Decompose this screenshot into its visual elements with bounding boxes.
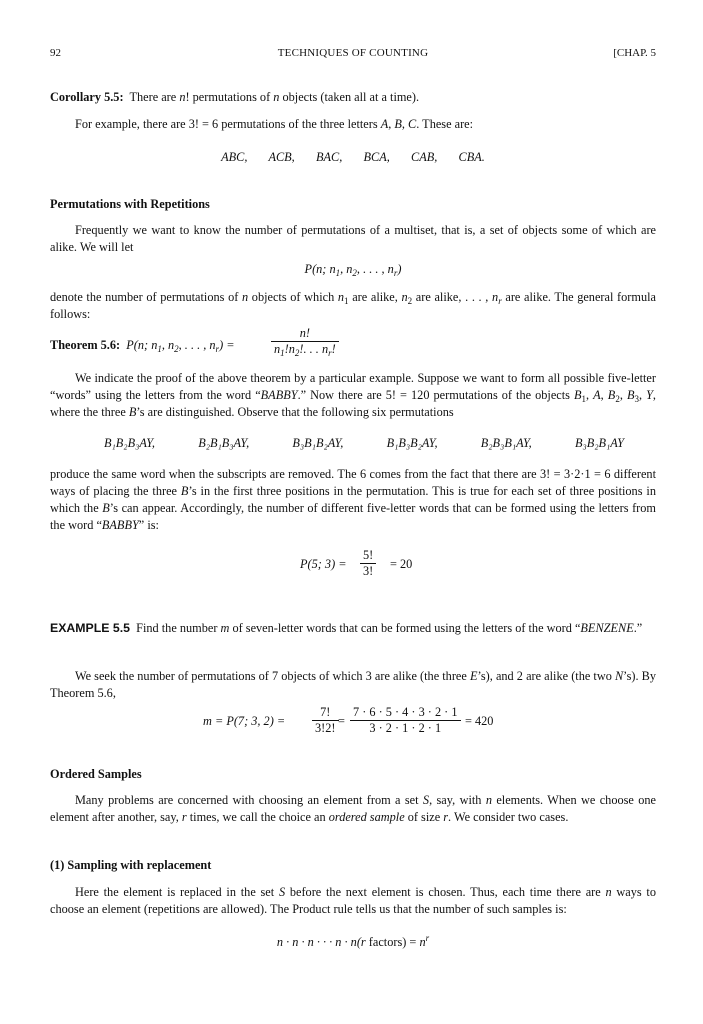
- section-heading-ordered-samples: [50, 766, 656, 783]
- paragraph-text: ’s can appear. Accordingly, the number of different five-letter words that can be formed using the letters from the word “: [50, 501, 656, 532]
- proof-paragraph-1: We indicate the proof of the above theorem by a particular example. Suppose we want to form all possible five-letter “words” using the letters from the word “BABBY.” Now there are 5! = 120 permutations of the objects $B_1$, A, $B_2$, $B_3$, Y, where the three B’s are distinguished. Observe that the following six permutations: [50, 371, 656, 419]
- math-sub: r: [328, 348, 332, 358]
- math: B: [102, 501, 110, 515]
- math: factors) =: [365, 935, 420, 949]
- example-5-5-question: [50, 620, 656, 637]
- math-sub: r: [215, 344, 220, 354]
- math: ) =: [219, 338, 235, 352]
- perm-rep-paragraph-1: [50, 222, 656, 256]
- word: BENZENE: [580, 621, 634, 635]
- product-rule-formula: [50, 934, 656, 951]
- letters: A, B, C: [380, 117, 417, 131]
- math: n: [241, 290, 249, 304]
- paragraph-text: ’s). By Theorem 5.6,: [50, 669, 657, 700]
- math: n · n · n · · · n · n(: [276, 935, 361, 949]
- word: BABBY: [101, 518, 139, 532]
- math: P(n; n: [126, 338, 158, 352]
- math-sub: 2: [174, 344, 179, 354]
- permutation-list: ABC, ACB, BAC, BCA, CAB, CBA.: [221, 150, 485, 164]
- permutation-item: B₃B₂B₁AY: [574, 436, 624, 450]
- math: n: [401, 290, 408, 304]
- term: ordered sample: [328, 810, 405, 824]
- math: n: [337, 290, 345, 304]
- paragraph-text: Many problems are concerned with choosing an element from a set: [75, 793, 423, 807]
- intro-text: For example, there are 3! = 6 permutations of the three letters: [75, 117, 381, 131]
- math: n: [605, 885, 612, 899]
- math-sub: 2: [407, 296, 413, 306]
- math: r: [360, 935, 366, 949]
- math: = 20: [390, 557, 413, 571]
- math: n: [485, 793, 492, 807]
- math: r: [443, 810, 449, 824]
- fraction-denominator: 3!: [363, 564, 374, 578]
- ordered-samples-paragraph: [50, 792, 656, 826]
- math: B: [180, 484, 189, 498]
- paragraph-text: We seek the number of permutations of 7 objects of which 3 are alike (the three: [75, 669, 470, 683]
- math: m: [220, 621, 230, 635]
- fraction-denominator: 3 · 2 · 1 · 2 · 1: [369, 721, 442, 735]
- math-sub: 1: [335, 268, 341, 278]
- math: n: [274, 342, 281, 356]
- math: S: [278, 885, 286, 899]
- math: B: [128, 405, 137, 419]
- paragraph-text: times, we call the choice an: [186, 810, 329, 824]
- paragraph-text: .” Now there are 5! = 120 permutations of the objects: [297, 388, 575, 402]
- math: ): [397, 262, 402, 276]
- paragraph-text: are alike, . . . ,: [412, 290, 493, 304]
- math: n: [492, 290, 499, 304]
- fraction-numerator: 7!: [312, 705, 339, 721]
- babby-formula: [50, 548, 656, 584]
- math: !: [331, 342, 336, 356]
- permutation-item: B₁B₂B₃AY,: [104, 436, 155, 450]
- fraction-numerator: 7 · 6 · 5 · 4 · 3 · 2 · 1: [350, 705, 461, 721]
- paragraph-text: are alike,: [348, 290, 402, 304]
- paragraph-text: are alike. The general formula follows:: [50, 290, 656, 321]
- section-heading-permutations-repetitions: [50, 196, 656, 213]
- theorem-5-6: [50, 326, 656, 366]
- paragraph-text: denote the number of permutations of: [50, 290, 242, 304]
- paragraph-text: before the next element is chosen. Thus, each time there are: [285, 885, 606, 899]
- math: !n: [284, 342, 295, 356]
- section-heading-sampling-replacement: [50, 857, 656, 874]
- word: BABBY: [260, 388, 298, 402]
- paragraph-text: We indicate the proof of the above theorem by a particular example. Suppose we want to form all possible five-letter “words” using the letters from the word “: [50, 371, 656, 402]
- math: P(5; 3) =: [300, 557, 347, 571]
- running-title: TECHNIQUES OF COUNTING: [277, 47, 429, 59]
- math: , . . . , n: [178, 338, 216, 352]
- paragraph-text: produce the same word when the subscripts are removed. The 6 comes from the fact that there are 3! = 3·2·1 = 6 different ways of placing the three: [50, 467, 656, 498]
- math: (n; n: [312, 262, 336, 276]
- example-label: EXAMPLE 5.5: [50, 621, 130, 635]
- corollary-label: Corollary 5.5:: [50, 90, 124, 104]
- paragraph-text: Find the number: [136, 621, 221, 635]
- example-5-5-answer: [50, 668, 656, 702]
- corollary-text: ! permutations of: [185, 90, 274, 104]
- theorem-fraction: [271, 326, 339, 357]
- fraction-numerator: 5!: [360, 548, 376, 564]
- math: , n: [161, 338, 175, 352]
- notation-p: [50, 261, 656, 278]
- paragraph-text: of size: [404, 810, 444, 824]
- paragraph-text: ways to choose an element (repetitions are allowed). The Product rule tells us that the number of such samples is:: [50, 885, 656, 916]
- permutation-item: B₂B₁B₃AY,: [198, 436, 250, 450]
- math: r: [181, 810, 187, 824]
- abc-permutations: [50, 149, 656, 166]
- section-heading: Permutations with Repetitions: [50, 197, 210, 211]
- benzene-fraction-2: [350, 705, 461, 736]
- corollary-text: There are: [129, 90, 180, 104]
- corollary-text: objects (taken all at a time).: [279, 90, 420, 104]
- paragraph-text: , say, with: [429, 793, 486, 807]
- math: n: [419, 935, 426, 949]
- permutation-item: B₂B₃B₁AY,: [480, 436, 532, 450]
- var-n: n: [273, 90, 280, 104]
- math: m = P(7; 3, 2) =: [203, 714, 286, 728]
- perm-rep-paragraph-2: [50, 289, 656, 323]
- paragraph-text: , where the three: [50, 388, 656, 419]
- permutation-item: B₁B₃B₂AY,: [386, 436, 438, 450]
- math-sup: r: [425, 933, 430, 943]
- math: S: [422, 793, 430, 807]
- benzene-fraction-1: [312, 705, 339, 736]
- page-number: 92: [50, 47, 61, 59]
- theorem-label: Theorem 5.6:: [50, 338, 121, 352]
- permutation-item: B₃B₁B₂AY,: [292, 436, 344, 450]
- paragraph-text: objects of which: [248, 290, 338, 304]
- math-sub: 2: [352, 268, 357, 278]
- benzene-formula: [50, 705, 656, 741]
- math: , . . . , n: [356, 262, 394, 276]
- section-heading: (1) Sampling with replacement: [50, 858, 212, 872]
- chapter-label: [CHAP. 5: [613, 47, 656, 59]
- math-sub: r: [498, 296, 502, 306]
- paragraph-text: .”: [633, 621, 643, 635]
- paragraph-text: ’s in the first three positions in the permutation. This is true for each set of three positions in which the: [50, 484, 656, 515]
- math-sub: 2: [294, 348, 300, 358]
- example-abc-intro: [50, 116, 656, 133]
- math: !. . . n: [299, 342, 329, 356]
- paragraph-text: . We consider two cases.: [448, 810, 569, 824]
- math-sub: 1: [157, 344, 162, 354]
- paragraph-text: elements. When we choose one element after another, say,: [50, 793, 656, 824]
- math: , n: [340, 262, 353, 276]
- sampling-paragraph: [50, 884, 656, 918]
- math: = 420: [465, 714, 494, 728]
- intro-text: . These are:: [416, 117, 474, 131]
- math: E: [469, 669, 478, 683]
- math-sub: 1: [344, 296, 349, 306]
- proof-paragraph-2: [50, 466, 656, 534]
- running-header: [50, 47, 656, 63]
- fraction-denominator: 3!2!: [315, 721, 336, 735]
- paragraph-text: Frequently we want to know the number of permutations of a multiset, that is, a set of objects some of which are alike. We will let: [50, 223, 656, 254]
- paragraph-text: of seven-letter words that can be formed using the letters of the word “: [229, 621, 581, 635]
- math: P: [304, 262, 313, 276]
- paragraph-text: ” is:: [138, 518, 159, 532]
- paragraph-text: Here the element is replaced in the set: [75, 885, 279, 899]
- fraction-denominator: [271, 342, 339, 357]
- corollary-5-5: [50, 89, 656, 106]
- six-permutations: [104, 435, 624, 452]
- section-heading: Ordered Samples: [50, 767, 142, 781]
- paragraph-text: ’s are distinguished. Observe that the following six permutations: [136, 405, 454, 419]
- math-sub: r: [393, 268, 398, 278]
- math: =: [338, 714, 345, 728]
- babby-fraction: [360, 548, 376, 579]
- paragraph-text: ’s), and 2 are alike (the two: [477, 669, 615, 683]
- math-sub: 1: [280, 348, 285, 358]
- var-n: n: [179, 90, 186, 104]
- fraction-numerator: n!: [271, 326, 339, 342]
- math: N: [614, 669, 624, 683]
